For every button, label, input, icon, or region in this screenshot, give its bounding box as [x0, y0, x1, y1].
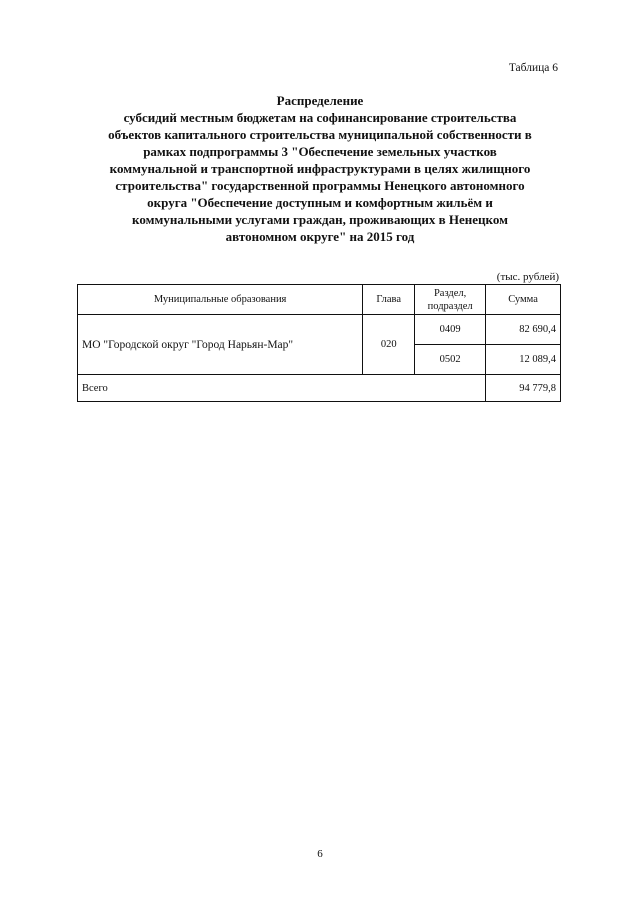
document-title [80, 92, 560, 245]
column-header-municipality: Муниципальные образования [78, 285, 363, 315]
column-header-section-line: подраздел [427, 300, 473, 312]
title-line: субсидий местным бюджетам на софинансирование строительства [123, 110, 517, 125]
municipality-cell: МО "Городской округ "Город Нарьян-Мар" [78, 315, 363, 375]
section-cell: 0502 [415, 345, 486, 375]
column-header-chapter: Глава [363, 285, 415, 315]
title-line: рамках подпрограммы 3 "Обеспечение земельных участков [143, 144, 497, 159]
title-line: строительства" государственной программы Ненецкого автономного [115, 178, 525, 193]
section-cell: 0409 [415, 315, 486, 345]
units-label: (тыс. рублей) [496, 271, 559, 283]
amount-cell: 82 690,4 [486, 315, 561, 345]
column-header-section-line: Раздел, [433, 287, 467, 299]
total-label: Всего [78, 375, 486, 402]
table-row [78, 315, 561, 345]
amount-cell: 12 089,4 [486, 345, 561, 375]
title-line: автономном округе" на 2015 год [225, 229, 415, 244]
table-header-row [78, 285, 561, 315]
title-line: объектов капитального строительства муниципальной собственности в [108, 127, 532, 142]
title-line: коммунальными услугами граждан, проживающих в Ненецком [132, 212, 508, 227]
title-line: коммунальной и транспортной инфраструктурами в целях жилищного [109, 161, 531, 176]
column-header-section [415, 285, 486, 315]
total-amount: 94 779,8 [486, 375, 561, 402]
chapter-cell: 020 [363, 315, 415, 375]
title-line: округа "Обеспечение доступным и комфортным жильём и [147, 195, 493, 210]
column-header-amount: Сумма [486, 285, 561, 315]
total-row [78, 375, 561, 402]
table-number-label: Таблица 6 [508, 62, 558, 74]
title-heading: Распределение [276, 93, 364, 108]
subsidy-table [77, 284, 561, 402]
page-number: 6 [317, 848, 323, 860]
